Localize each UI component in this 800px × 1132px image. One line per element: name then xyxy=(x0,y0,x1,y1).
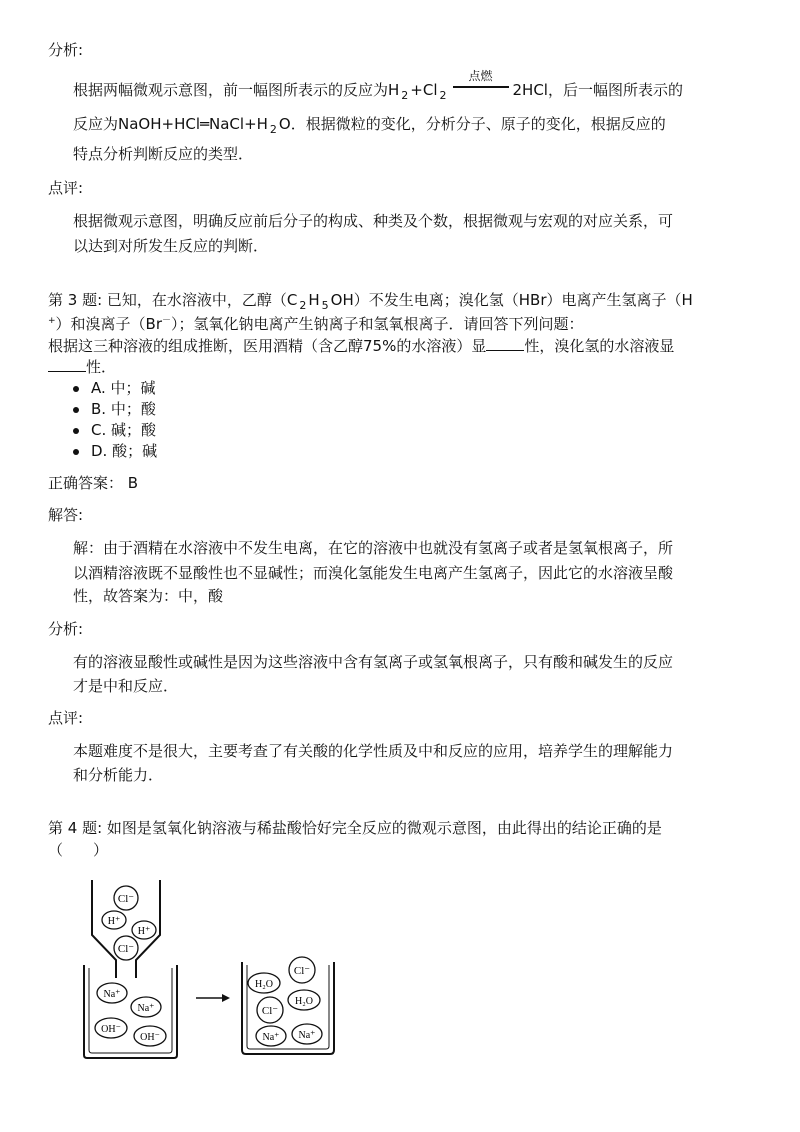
q2-analysis-line-1: 根据两幅微观示意图，前一幅图所表示的反应为H $_2$ +Cl $_2$ 点燃 2HCl，后一幅图所表示的 xyxy=(73,69,683,102)
q3-stem-line-4: 性． xyxy=(48,357,116,377)
beaker-before xyxy=(84,965,177,1058)
answer-value: B xyxy=(127,474,139,492)
ion-oh-2 xyxy=(134,1026,166,1046)
svg-text:OH⁻: OH⁻ xyxy=(101,1024,121,1035)
q3-solution-line-2: 以酒精溶液既不显酸性也不显碱性；而溴化氢能发生电离产生氢离子，因此它的水溶液呈酸 xyxy=(73,564,674,582)
ion-na-4 xyxy=(292,1024,322,1044)
q4-stem-line-1: 第 4 题: 如图是氢氧化钠溶液与稀盐酸恰好完全反应的微观示意图，由此得出的结论正确的是 xyxy=(48,819,662,837)
q3-solution-line-1: 解：由于酒精在水溶液中不发生电离，在它的溶液中也就没有氢离子或者是氢氧根离子，所 xyxy=(73,539,674,557)
q2-analysis-line-3: 特点分析判断反应的类型． xyxy=(73,145,254,163)
svg-text:H⁺: H⁺ xyxy=(107,916,121,927)
q3-comment-line-1: 本题难度不是很大，主要考查了有关酸的化学性质及中和反应的应用，培养学生的理解能力 xyxy=(73,742,674,760)
q3-solution-line-3: 性，故答案为：中，酸 xyxy=(73,587,224,605)
q3-analysis-line-2: 才是中和反应． xyxy=(73,677,179,695)
q2-analysis-label: 分析: xyxy=(48,41,84,59)
ion-cl-3 xyxy=(289,957,315,983)
ion-cl-2 xyxy=(114,936,138,960)
reaction-arrow xyxy=(196,994,230,1002)
q3-stem-line-2: +）和溴离子（Br－）；氢氧化钠电离产生钠离子和氢氧根离子．请回答下列问题： xyxy=(48,315,584,333)
svg-text:Na⁺: Na⁺ xyxy=(103,989,121,1000)
q2-comment-label: 点评: xyxy=(48,179,84,197)
q3-stem-line-3: 根据这三种溶液的组成推断，医用酒精（含乙醇75%的水溶液）显 性，溴化氢的水溶液显 xyxy=(48,337,675,355)
q3-analysis-label: 分析: xyxy=(48,620,84,638)
q4-stem-line-2: （ ） xyxy=(48,841,109,859)
option-d[interactable]: D. 酸；碱 xyxy=(73,441,157,462)
svg-text:OH⁻: OH⁻ xyxy=(140,1032,160,1043)
option-a[interactable]: A. 中；碱 xyxy=(73,378,157,399)
option-c[interactable]: C. 碱；酸 xyxy=(73,420,157,441)
q3-stem-line-1: 第 3 题: 已知，在水溶液中，乙醇（C $_2$ H $_5$ OH）不发生电离；溴化氢（HBr）电离产生氢离子（H xyxy=(48,291,693,312)
q2-comment-line-1: 根据微观示意图，明确反应前后分子的构成、种类及个数，根据微观与宏观的对应关系，可 xyxy=(73,212,674,230)
ion-cl-4 xyxy=(257,997,283,1023)
reaction-condition-arrow: 点燃 xyxy=(453,80,509,100)
svg-text:Na⁺: Na⁺ xyxy=(298,1030,316,1041)
q2-analysis-line-2: 反应为NaOH+HCl═NaCl+H $_2$ O．根据微粒的变化，分析分子、原子的变化，根据反应的 xyxy=(73,115,666,136)
q3-comment-line-2: 和分析能力． xyxy=(73,766,164,784)
ion-oh-1 xyxy=(95,1018,127,1038)
molecule-h2o-1 xyxy=(248,973,280,993)
svg-text:H₂O: H₂O xyxy=(295,996,313,1007)
ion-h-2 xyxy=(132,921,156,939)
ion-na-3 xyxy=(256,1026,286,1046)
option-b[interactable]: B. 中；酸 xyxy=(73,399,157,420)
ion-h-1 xyxy=(102,911,126,929)
svg-text:Cl⁻: Cl⁻ xyxy=(261,1005,279,1017)
svg-text:H⁺: H⁺ xyxy=(137,926,151,937)
q3-analysis-line-1: 有的溶液显酸性或碱性是因为这些溶液中含有氢离子或氢氧根离子，只有酸和碱发生的反应 xyxy=(73,653,674,671)
q2-comment-line-2: 以达到对所发生反应的判断． xyxy=(73,237,269,255)
ion-cl-1 xyxy=(114,886,138,910)
ion-na-1 xyxy=(97,983,127,1003)
svg-text:Na⁺: Na⁺ xyxy=(262,1032,280,1043)
svg-text:Cl⁻: Cl⁻ xyxy=(293,965,311,977)
svg-text:Cl⁻: Cl⁻ xyxy=(117,943,135,955)
svg-text:Cl⁻: Cl⁻ xyxy=(117,893,135,905)
ion-na-2 xyxy=(131,997,161,1017)
answer-label: 正确答案： xyxy=(48,474,124,492)
q3-comment-label: 点评: xyxy=(48,709,84,727)
molecule-h2o-2 xyxy=(288,990,320,1010)
svg-text:Na⁺: Na⁺ xyxy=(137,1003,155,1014)
svg-text:H₂O: H₂O xyxy=(255,979,273,990)
q3-solution-label: 解答: xyxy=(48,506,84,524)
